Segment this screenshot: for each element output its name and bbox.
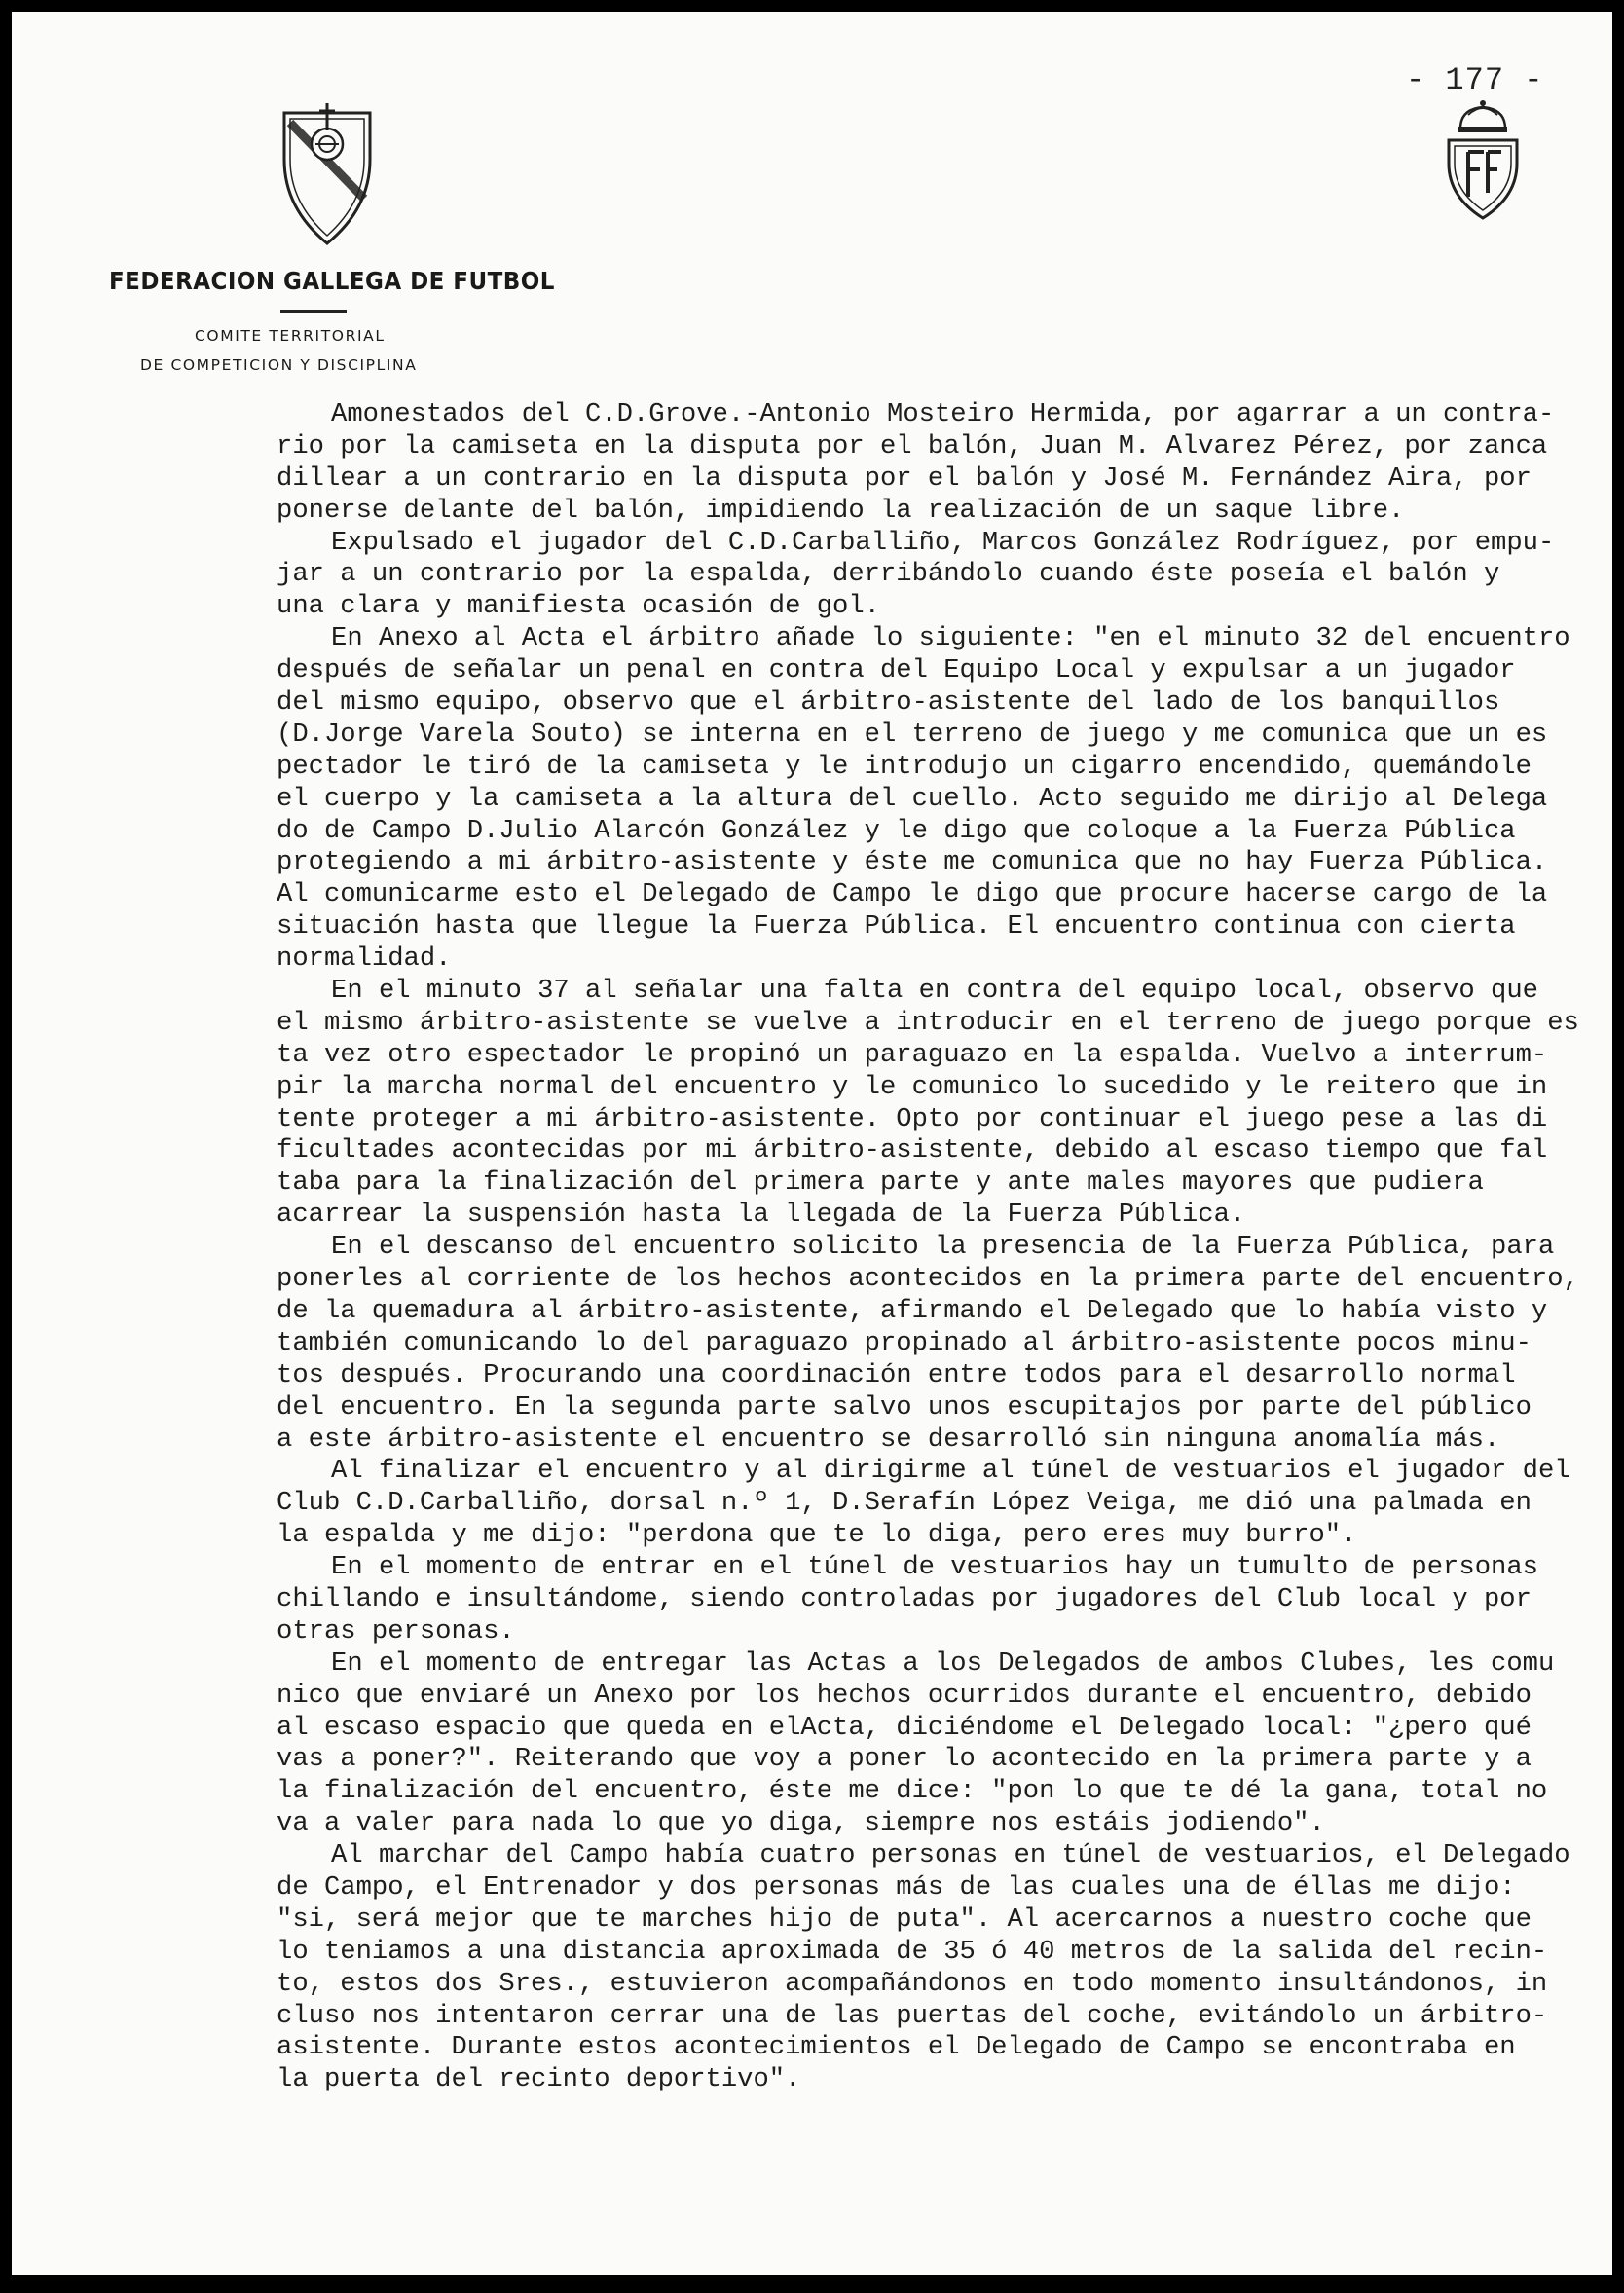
text-line: pir la marcha normal del encuentro y le comunico lo sucedido y le reitero que in	[277, 1071, 1548, 1102]
page-number: - 177 -	[1406, 62, 1544, 98]
text-line: En el momento de entregar las Actas a los Delegados de ambos Clubes, les comu	[331, 1647, 1555, 1679]
text-line: situación hasta que llegue la Fuerza Pública. El encuentro continua con cierta	[277, 911, 1516, 943]
text-line: tos después. Procurando una coordinación entre todos para el desarrollo normal	[277, 1359, 1516, 1390]
text-line: taba para la finalización del primera parte y ante males mayores que pudiera	[277, 1167, 1484, 1199]
title-divider	[280, 310, 347, 313]
text-line: Al comunicarme esto el Delegado de Campo le digo que procure hacerse cargo de la	[277, 879, 1548, 910]
text-line: la espalda y me dijo: "perdona que te lo diga, pero eres muy burro".	[277, 1520, 1357, 1551]
text-line: de Campo, el Entrenador y dos personas más de las cuales una de éllas me dijo:	[277, 1871, 1516, 1903]
text-line: Al finalizar el encuentro y al dirigirme al túnel de vestuarios el jugador del	[331, 1456, 1570, 1487]
text-line: protegiendo a mi árbitro-asistente y éste me comunica que no hay Fuerza Pública.	[277, 847, 1548, 878]
text-line: chillando e insultándome, siendo controladas por jugadores del Club local y por	[277, 1583, 1532, 1614]
text-line: cluso nos intentaron cerrar una de las puertas del coche, evitándolo un árbitro-	[277, 2000, 1548, 2031]
text-line: la puerta del recinto deportivo".	[277, 2064, 801, 2095]
text-line: una clara y manifiesta ocasión de gol.	[277, 591, 880, 622]
text-line: a este árbitro-asistente el encuentro se desarrolló sin ninguna anomalía más.	[277, 1424, 1500, 1455]
text-line: Club C.D.Carballiño, dorsal n.º 1, D.Serafín López Veiga, me dió una palmada en	[277, 1488, 1532, 1519]
text-line: ponerse delante del balón, impidiendo la realización de un saque libre.	[277, 495, 1405, 526]
text-line: tente proteger a mi árbitro-asistente. Opto por continuar el juego pese a las di	[277, 1103, 1548, 1134]
federation-title: FEDERACION GALLEGA DE FUTBOL	[109, 267, 555, 295]
text-line: lo teniamos a una distancia aproximada de 35 ó 40 metros de la salida del recin-	[277, 1936, 1548, 1967]
text-line: ta vez otro espectador le propinó un paraguazo en la espalda. Vuelvo a interrum-	[277, 1039, 1548, 1070]
text-line: al escaso espacio que queda en elActa, diciéndome el Delegado local: "¿pero qué	[277, 1712, 1532, 1743]
text-line: después de señalar un penal en contra del Equipo Local y expulsar a un jugador	[277, 655, 1516, 686]
text-line: del encuentro. En la segunda parte salvo unos escupitajos por parte del público	[277, 1391, 1532, 1423]
text-line: también comunicando lo del paraguazo propinado al árbitro-asistente pocos minu-	[277, 1327, 1532, 1358]
text-line: el mismo árbitro-asistente se vuelve a introducir en el terreno de juego porque es	[277, 1007, 1579, 1038]
text-line: normalidad.	[277, 943, 452, 975]
text-line: nico que enviaré un Anexo por los hechos ocurridos durante el encuentro, debido	[277, 1680, 1532, 1711]
text-line: En el minuto 37 al señalar una falta en contra del equipo local, observo que	[331, 976, 1538, 1007]
text-line: "si, será mejor que te marches hijo de puta". Al acercarnos a nuestro coche que	[277, 1904, 1532, 1935]
text-line: Al marchar del Campo había cuatro personas en túnel de vestuarios, el Delegado	[331, 1840, 1570, 1871]
text-line: el cuerpo y la camiseta a la altura del cuello. Acto seguido me dirijo al Delega	[277, 783, 1548, 814]
text-line: ponerles al corriente de los hechos acontecidos en la primera parte del encuentro,	[277, 1264, 1579, 1295]
text-line: vas a poner?". Reiterando que voy a poner lo acontecido en la primera parte y a	[277, 1744, 1532, 1775]
galician-football-federation-shield-icon	[280, 101, 374, 247]
text-line: dillear a un contrario en la disputa por el balón y José M. Fernández Aira, por	[277, 462, 1532, 494]
text-line: to, estos dos Sres., estuvieron acompañándonos en todo momento insultándonos, in	[277, 1968, 1548, 1999]
report-body-text	[277, 399, 1610, 2096]
text-line: ficultades acontecidas por mi árbitro-asistente, debido al escaso tiempo que fal	[277, 1135, 1548, 1166]
text-line: va a valer para nada lo que yo diga, siempre nos estáis jodiendo".	[277, 1808, 1325, 1839]
text-line: do de Campo D.Julio Alarcón González y le digo que coloque a la Fuerza Pública	[277, 815, 1516, 846]
committee-name-line-2: DE COMPETICION Y DISCIPLINA	[140, 356, 418, 374]
text-line: En el descanso del encuentro solicito la presencia de la Fuerza Pública, para	[331, 1232, 1555, 1263]
text-line: pectador le tiró de la camiseta y le introdujo un cigarro encendido, quemándole	[277, 751, 1532, 782]
text-line: otras personas.	[277, 1615, 515, 1646]
text-line: jar a un contrario por la espalda, derribándolo cuando éste poseía el balón y	[277, 559, 1500, 590]
text-line: Expulsado el jugador del C.D.Carballiño, Marcos González Rodríguez, por empu-	[331, 527, 1555, 558]
text-line: la finalización del encuentro, éste me dice: "pon lo que te dé la gana, total no	[277, 1776, 1548, 1807]
text-line: (D.Jorge Varela Souto) se interna en el terreno de juego y me comunica que un es	[277, 719, 1548, 750]
spanish-football-federation-crest-icon	[1439, 95, 1527, 222]
text-line: del mismo equipo, observo que el árbitro-asistente del lado de los banquillos	[277, 687, 1500, 719]
text-line: de la quemadura al árbitro-asistente, afirmando el Delegado que lo había visto y	[277, 1295, 1548, 1326]
document-page	[12, 12, 1612, 2275]
text-line: rio por la camiseta en la disputa por el balón, Juan M. Alvarez Pérez, por zanca	[277, 430, 1548, 462]
text-line: En Anexo al Acta el árbitro añade lo siguiente: "en el minuto 32 del encuentro	[331, 623, 1570, 654]
text-line: asistente. Durante estos acontecimientos el Delegado de Campo se encontraba en	[277, 2032, 1516, 2063]
text-line: acarrear la suspensión hasta la llegada de la Fuerza Pública.	[277, 1200, 1246, 1231]
committee-name-line-1: COMITE TERRITORIAL	[195, 327, 386, 345]
text-line: En el momento de entrar en el túnel de vestuarios hay un tumulto de personas	[331, 1552, 1538, 1583]
text-line: Amonestados del C.D.Grove.-Antonio Mosteiro Hermida, por agarrar a un contra-	[331, 399, 1555, 429]
